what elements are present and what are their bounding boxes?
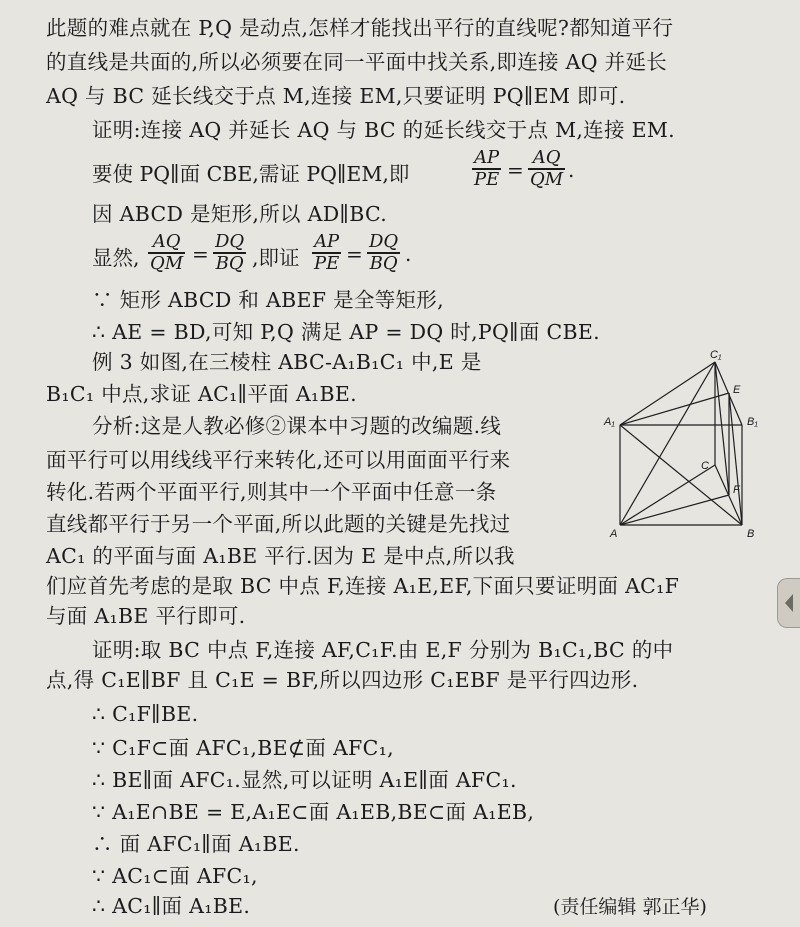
segment-e-b [729, 393, 742, 525]
fraction-numerator: AP [474, 147, 500, 168]
label-e: E [733, 384, 741, 396]
segment-a1-e [620, 393, 729, 425]
proof-heading-line: 证明:连接 AQ 并延长 AQ 与 BC 的延长线交于点 M,连接 EM. [92, 118, 675, 142]
editor-credit: (责任编辑 郭正华) [553, 896, 707, 918]
fraction-denominator: QM [530, 168, 564, 190]
label-a1: A₁ [604, 416, 615, 428]
text-line-22: ∵ C₁F⊂面 AFC₁,BE⊄面 AFC₁, [92, 736, 394, 760]
text-line-27: ∴ AC₁∥面 A₁BE. [92, 894, 251, 918]
text-line-23: ∴ BE∥面 AFC₁.显然,可以证明 A₁E∥面 AFC₁. [92, 768, 517, 792]
fraction-denominator: BQ [369, 252, 398, 274]
page-turn-tab[interactable] [777, 578, 800, 628]
text-line-5: 要使 PQ∥面 CBE,需证 PQ∥EM,即 [92, 162, 410, 186]
label-c1: C₁ [710, 349, 722, 361]
text-line-18: 与面 A₁BE 平行即可. [46, 604, 246, 628]
fraction-aq-qm [528, 148, 565, 190]
label-a: A [610, 528, 618, 540]
fraction-numerator: AQ [532, 147, 561, 168]
text-line-2: 的直线是共面的,所以必须要在同一平面中找关系,即连接 AQ 并延长 [46, 50, 668, 74]
text-line-14: 转化.若两个平面平行,则其中一个平面中任意一条 [46, 480, 497, 504]
label-c: C [701, 460, 709, 472]
chevron-left-icon [782, 592, 796, 614]
fraction-denominator: BQ [215, 252, 244, 274]
segment-c1-f [715, 362, 729, 495]
text-line-16: AC₁ 的平面与面 A₁BE 平行.因为 E 是中点,所以我 [46, 544, 515, 568]
label-b: B [747, 528, 755, 540]
text-line-24: ∵ A₁E∩BE = E,A₁E⊂面 A₁EB,BE⊂面 A₁EB, [92, 800, 535, 824]
fraction-ap-pe-2 [312, 232, 341, 274]
equals-sign: = [192, 242, 209, 266]
fraction-numerator: DQ [369, 231, 399, 252]
label-b1: B₁ [747, 416, 758, 428]
segment-a-f [620, 495, 729, 525]
text-line-9: ∴ AE = BD,可知 P,Q 满足 AP = DQ 时,PQ∥面 CBE. [92, 320, 600, 344]
text-line-21: ∴ C₁F∥BE. [92, 702, 199, 726]
fraction-numerator: AQ [152, 231, 181, 252]
fraction-dq-bq [213, 232, 246, 274]
fraction-numerator: AP [314, 231, 340, 252]
period: . [405, 242, 412, 266]
proof-heading-line-2: 证明:取 BC 中点 F,连接 AF,C₁F.由 E,F 分别为 B₁C₁,BC 的中 [92, 638, 674, 662]
equals-sign: = [507, 158, 524, 182]
equals-sign: = [346, 242, 363, 266]
text-line-11: B₁C₁ 中点,求证 AC₁∥平面 A₁BE. [46, 382, 357, 406]
text-line-7-mid: ,即证 [252, 246, 300, 270]
analysis-line: 分析:这是人教必修②课本中习题的改编题.线 [92, 414, 502, 438]
fraction-denominator: PE [474, 168, 500, 190]
edge-a-c [620, 465, 715, 525]
text-line-6: 因 ABCD 是矩形,所以 AD∥BC. [92, 202, 388, 226]
fraction-denominator: PE [314, 252, 340, 274]
text-line-1: 此题的难点就在 P,Q 是动点,怎样才能找出平行的直线呢?都知道平行 [46, 16, 674, 40]
segment-a-c1 [620, 362, 715, 525]
text-line-13: 面平行可以用线线平行来转化,还可以用面面平行来 [46, 448, 511, 472]
period: . [568, 158, 575, 182]
text-line-25: ∴ 面 AFC₁∥面 A₁BE. [92, 832, 300, 856]
example-heading-line: 例 3 如图,在三棱柱 ABC-A₁B₁C₁ 中,E 是 [92, 350, 482, 374]
text-line-15: 直线都平行于另一个平面,所以此题的关键是先找过 [46, 512, 511, 536]
fraction-ap-pe [472, 148, 501, 190]
prism-figure [600, 345, 780, 545]
text-line-8: ∵ 矩形 ABCD 和 ABEF 是全等矩形, [92, 288, 444, 312]
fraction-dq-bq-2 [367, 232, 400, 274]
fraction-numerator: DQ [215, 231, 245, 252]
text-line-26: ∵ AC₁⊂面 AFC₁, [92, 864, 258, 888]
label-f: F [733, 484, 740, 496]
fraction-aq-qm-2 [148, 232, 185, 274]
text-line-20: 点,得 C₁E∥BF 且 C₁E = BF,所以四边形 C₁EBF 是平行四边形. [46, 668, 639, 692]
fraction-denominator: QM [150, 252, 184, 274]
text-line-17: 们应首先考虑的是取 BC 中点 F,连接 A₁E,EF,下面只要证明面 AC₁F [46, 574, 680, 598]
text-line-7-start: 显然, [92, 246, 140, 270]
text-line-3: AQ 与 BC 延长线交于点 M,连接 EM,只要证明 PQ∥EM 即可. [46, 84, 626, 108]
edge-a1-c1 [620, 362, 715, 425]
